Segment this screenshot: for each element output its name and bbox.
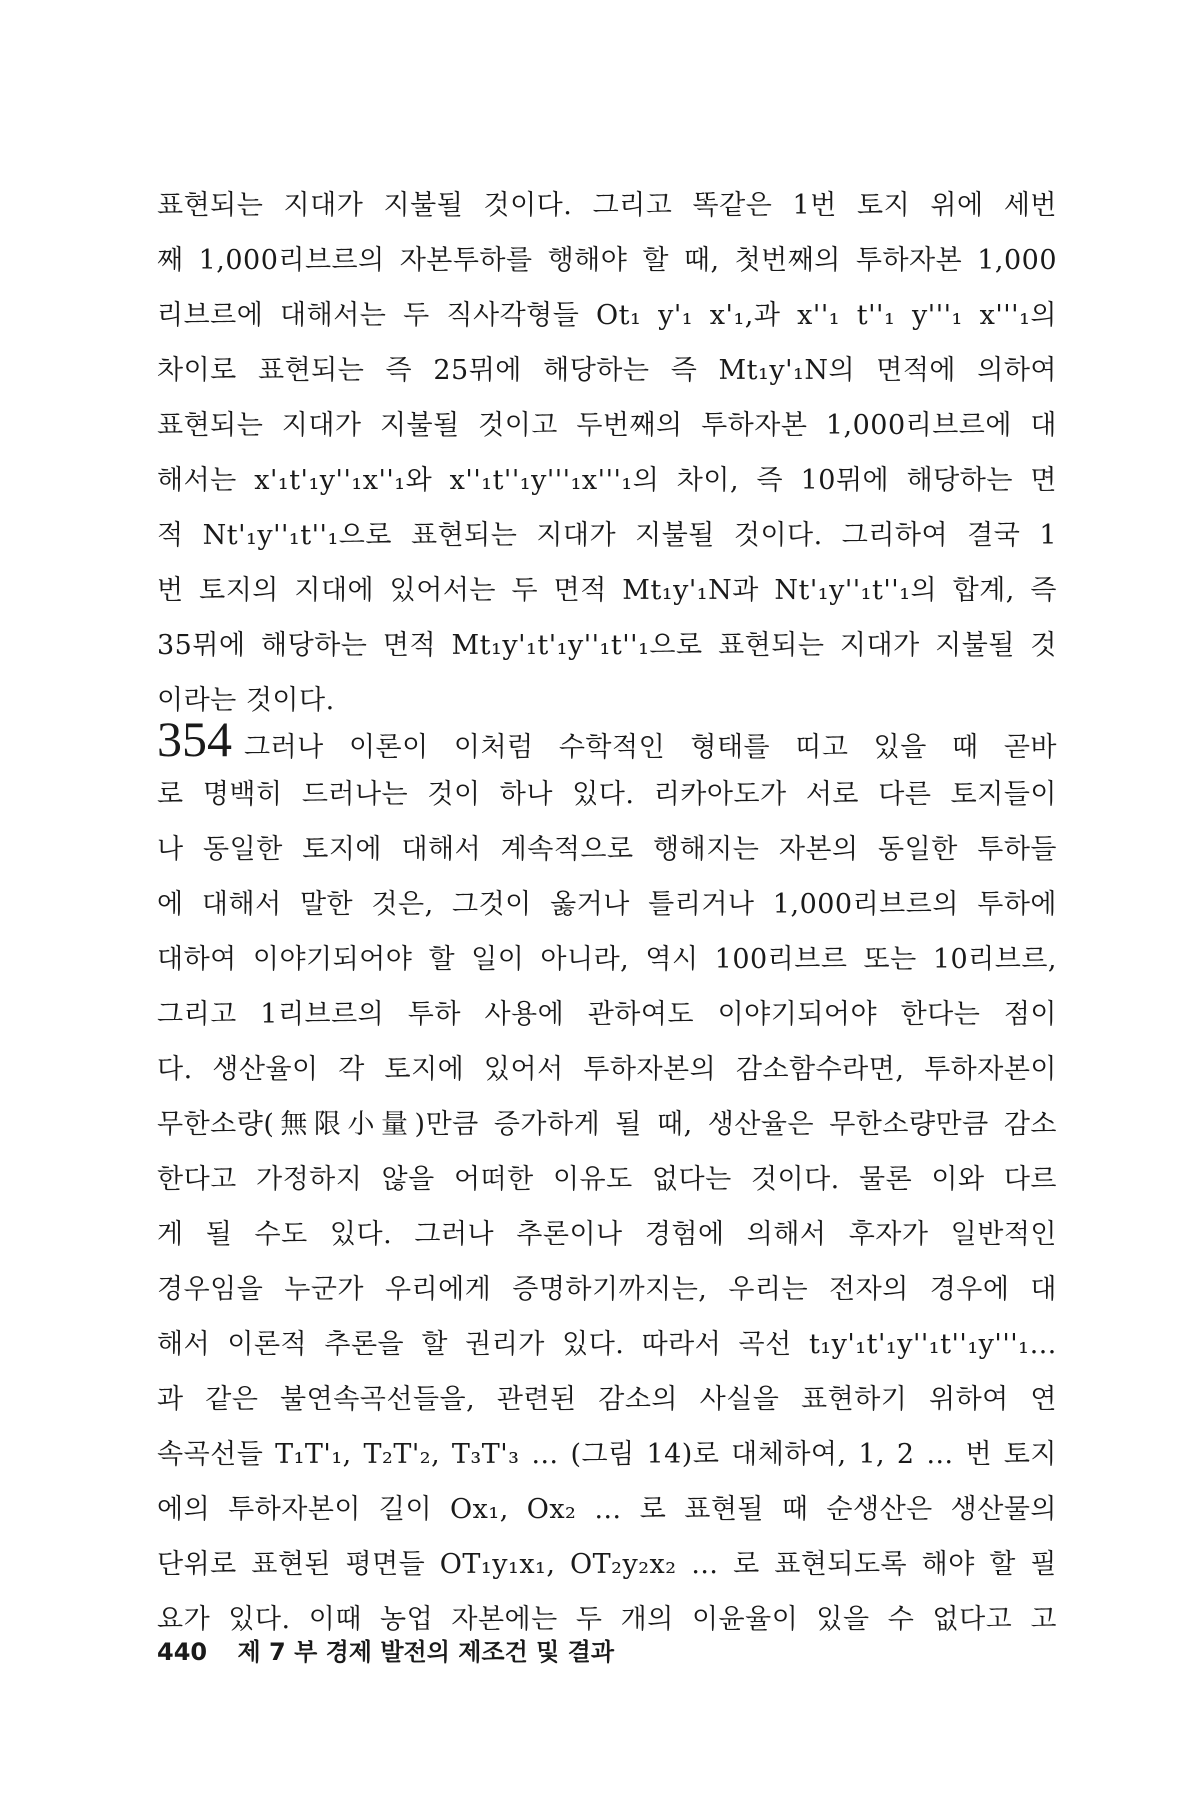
text-line: 35뮈에 해당하는 면적 Mt₁y'₁t'₁y''₁t''₁으로 표현되는 지대가 지불될 것 — [157, 630, 1057, 661]
text-line: 게 될 수도 있다. 그러나 추론이나 경험에 의해서 후자가 일반적인 — [157, 1219, 1057, 1250]
text-line: 적 Nt'₁y''₁t''₁으로 표현되는 지대가 지불될 것이다. 그리하여 결국 1 — [157, 520, 1057, 551]
text-line: 에의 투하자본이 길이 Ox₁, Ox₂ … 로 표현될 때 순생산은 생산물의 — [157, 1494, 1057, 1525]
text-line: 속곡선들 T₁T'₁, T₂T'₂, T₃T'₃ … (그림 14)로 대체하여, 1, 2 … 번 토지 — [157, 1439, 1057, 1470]
paragraph-number: 354 — [157, 711, 232, 767]
text-line: 그리고 1리브르의 투하 사용에 관하여도 이야기되어야 한다는 점이 — [157, 999, 1057, 1030]
paragraph-354 — [157, 712, 1057, 1647]
page-footer — [157, 1632, 614, 1667]
text-line: 단위로 표현된 평면들 OT₁y₁x₁, OT₂y₂x₂ … 로 표현되도록 해야 할 필 — [157, 1549, 1057, 1580]
text-line: 차이로 표현되는 즉 25뮈에 해당하는 즉 Mt₁y'₁N의 면적에 의하여 — [157, 355, 1057, 386]
text-line: 해서 이론적 추론을 할 권리가 있다. 따라서 곡선 t₁y'₁t'₁y''₁t''₁y'''₁… — [157, 1329, 1057, 1360]
text-line: 에 대해서 말한 것은, 그것이 옳거나 틀리거나 1,000리브르의 투하에 — [157, 889, 1057, 920]
text-line: 표현되는 지대가 지불될 것이고 두번째의 투하자본 1,000리브르에 대 — [157, 410, 1057, 441]
text-line: 경우임을 누군가 우리에게 증명하기까지는, 우리는 전자의 경우에 대 — [157, 1274, 1057, 1305]
page-number: 440 — [157, 1638, 208, 1666]
text-line: 이라는 것이다. — [157, 685, 335, 716]
running-head: 제 7 부 경제 발전의 제조건 및 결과 — [237, 1638, 615, 1666]
text-line: 무한소량(無限小量)만큼 증가하게 될 때, 생산율은 무한소량만큼 감소 — [157, 1109, 1057, 1140]
text-line: 요가 있다. 이때 농업 자본에는 두 개의 이윤율이 있을 수 없다고 고 — [157, 1604, 1057, 1635]
text-line: 과 같은 불연속곡선들을, 관련된 감소의 사실을 표현하기 위하여 연 — [157, 1384, 1057, 1415]
text-line: 째 1,000리브르의 자본투하를 행해야 할 때, 첫번째의 투하자본 1,000 — [157, 245, 1057, 276]
text-line: 표현되는 지대가 지불될 것이다. 그리고 똑같은 1번 토지 위에 세번 — [157, 190, 1057, 221]
text-line: 번 토지의 지대에 있어서는 두 면적 Mt₁y'₁N과 Nt'₁y''₁t''₁의 합계, 즉 — [157, 575, 1057, 606]
text-line: 리브르에 대해서는 두 직사각형들 Ot₁ y'₁ x'₁,과 x''₁ t''₁ y'''₁ x'''₁의 — [157, 300, 1057, 331]
text-line: 해서는 x'₁t'₁y''₁x''₁와 x''₁t''₁y'''₁x'''₁의 차이, 즉 10뮈에 해당하는 면 — [157, 465, 1057, 496]
text-line: 나 동일한 토지에 대해서 계속적으로 행해지는 자본의 동일한 투하들 — [157, 834, 1057, 865]
text-line: 로 명백히 드러나는 것이 하나 있다. 리카아도가 서로 다른 토지들이 — [157, 779, 1057, 810]
paragraph-1 — [157, 178, 1057, 728]
text-line-first — [157, 712, 1057, 767]
text-line-content: 그러나 이론이 이처럼 수학적인 형태를 띠고 있을 때 곧바 — [244, 732, 1057, 763]
text-line: 한다고 가정하지 않을 어떠한 이유도 없다는 것이다. 물론 이와 다르 — [157, 1164, 1057, 1195]
text-line: 대하여 이야기되어야 할 일이 아니라, 역시 100리브르 또는 10리브르, — [157, 944, 1057, 975]
text-line: 다. 생산율이 각 토지에 있어서 투하자본의 감소함수라면, 투하자본이 — [157, 1054, 1057, 1085]
